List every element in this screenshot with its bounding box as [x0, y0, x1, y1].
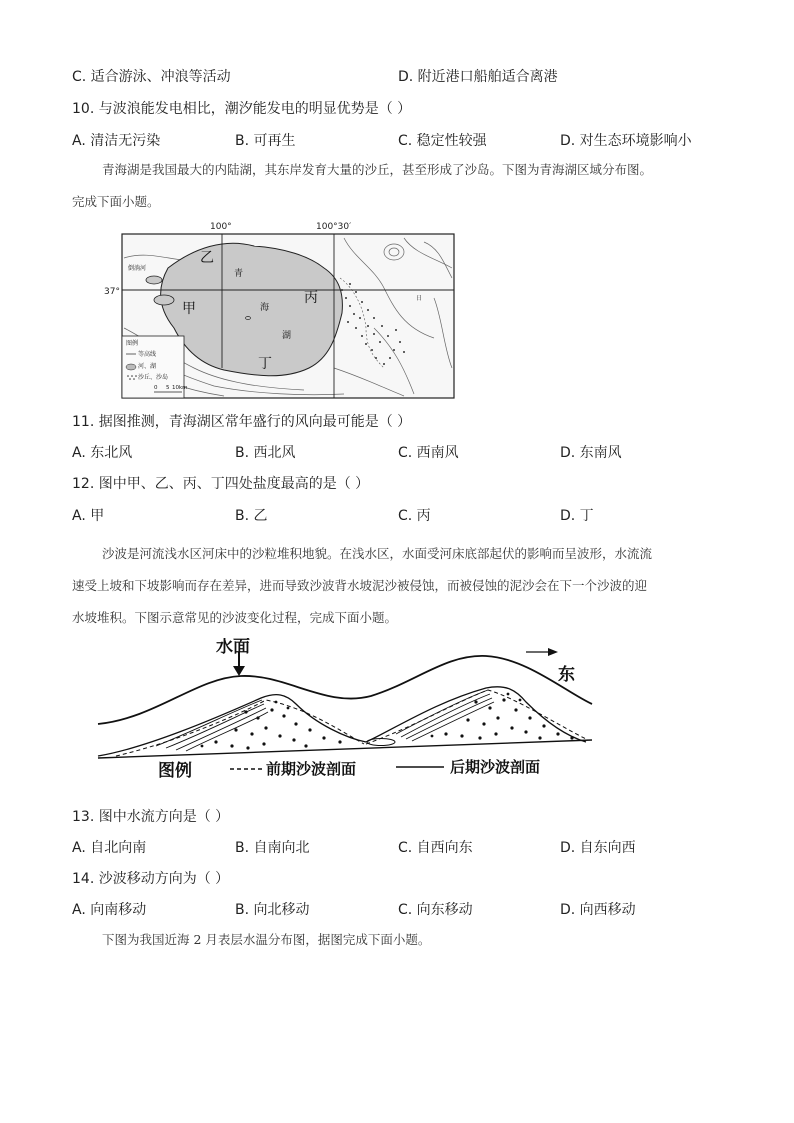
q14-stem: 14. 沙波移动方向为（ ） — [72, 871, 230, 887]
lake-char-2: 海 — [260, 303, 270, 313]
q11-option-d: D. 东南风 — [560, 445, 622, 461]
q13-option-a: A. 自北向南 — [72, 840, 147, 856]
passage2-line2: 速受上坡和下坡影响而存在差异，进而导致沙波背水坡泥沙被侵蚀，而被侵蚀的泥沙会在下一个沙波的迎 — [72, 578, 648, 593]
q12-option-d: D. 丁 — [560, 508, 594, 524]
scale-0: 0 — [154, 385, 158, 391]
label-bing: 丙 — [304, 290, 318, 306]
q13-option-b: B. 自南向北 — [235, 840, 310, 856]
q9-option-d: D. 附近港口船舶适合离港 — [398, 69, 558, 85]
label-yi: 乙 — [200, 250, 214, 266]
legend-contour: 等高线 — [138, 351, 157, 358]
q10-option-b: B. 可再生 — [235, 133, 296, 149]
q12-option-b: B. 乙 — [235, 508, 268, 524]
passage2-line1: 沙波是河流浅水区河床中的沙粒堆积地貌。在浅水区，水面受河床底部起伏的影响而呈波形，水流流 — [102, 546, 653, 561]
q11-option-c: C. 西南风 — [398, 445, 459, 461]
qinghai-lake-map — [104, 218, 458, 403]
label-water-surface: 水面 — [216, 638, 250, 657]
q9-option-c: C. 适合游泳、冲浪等活动 — [72, 69, 231, 85]
q10-option-d: D. 对生态环境影响小 — [560, 133, 692, 149]
scale-5: 5 — [166, 385, 170, 391]
legend-river-lake: 河、湖 — [138, 363, 157, 370]
q14-option-a: A. 向南移动 — [72, 902, 147, 918]
q10-option-a: A. 清洁无污染 — [72, 133, 161, 149]
q10-stem: 10. 与波浪能发电相比，潮汐能发电的明显优势是（ ） — [72, 101, 412, 117]
q14-option-d: D. 向西移动 — [560, 902, 636, 918]
passage2-line3: 水坡堆积。下图示意常见的沙波变化过程，完成下面小题。 — [72, 610, 398, 625]
passage1-line2: 完成下面小题。 — [72, 194, 160, 209]
q13-option-d: D. 自东向西 — [560, 840, 636, 856]
label-jia: 甲 — [182, 301, 196, 317]
small-label-river: 倒淌河 — [128, 265, 147, 272]
q11-option-a: A. 东北风 — [72, 445, 133, 461]
passage-sand-wave — [72, 538, 722, 634]
lon-label-100: 100° — [210, 222, 232, 232]
q11-stem: 11. 据图推测，青海湖区常年盛行的风向最可能是（ ） — [72, 414, 412, 430]
scale-10: 10km — [172, 385, 188, 391]
lake-char-3: 湖 — [282, 331, 292, 341]
passage-qinghai-lake — [72, 154, 722, 218]
lat-label-37: 37° — [104, 287, 120, 297]
legend-early-profile: 前期沙波剖面 — [266, 760, 357, 778]
q12-option-a: A. 甲 — [72, 508, 105, 524]
label-east: 东 — [558, 665, 575, 685]
lon-label-100-30: 100°30′ — [316, 222, 352, 232]
label-ding: 丁 — [258, 356, 272, 372]
passage-sea-temperature — [72, 924, 722, 956]
legend-late-profile: 后期沙波剖面 — [450, 758, 541, 776]
q11-option-b: B. 西北风 — [235, 445, 296, 461]
q14-option-b: B. 向北移动 — [235, 902, 310, 918]
q14-option-c: C. 向东移动 — [398, 902, 473, 918]
map-legend — [122, 336, 188, 398]
sand-wave-diagram — [96, 638, 596, 780]
q13-stem: 13. 图中水流方向是（ ） — [72, 809, 230, 825]
q10-option-c: C. 稳定性较强 — [398, 133, 487, 149]
q12-option-c: C. 丙 — [398, 508, 431, 524]
q13-option-c: C. 自西向东 — [398, 840, 473, 856]
sand-grains — [201, 693, 574, 750]
legend-title: 图例 — [126, 340, 139, 347]
legend-dune: 沙丘、沙岛 — [138, 374, 169, 381]
passage1-line1: 青海湖是我国最大的内陆湖，其东岸发育大量的沙丘，甚至形成了沙岛。下图为青海湖区域分布图。 — [102, 162, 653, 177]
passage3-line1: 下图为我国近海 2 月表层水温分布图，据图完成下面小题。 — [102, 932, 431, 947]
q12-stem: 12. 图中甲、乙、丙、丁四处盐度最高的是（ ） — [72, 476, 370, 492]
small-label-ri: 日 — [416, 295, 423, 302]
legend-title-sandwave: 图例 — [158, 761, 192, 780]
lake-char-1: 青 — [234, 269, 244, 279]
